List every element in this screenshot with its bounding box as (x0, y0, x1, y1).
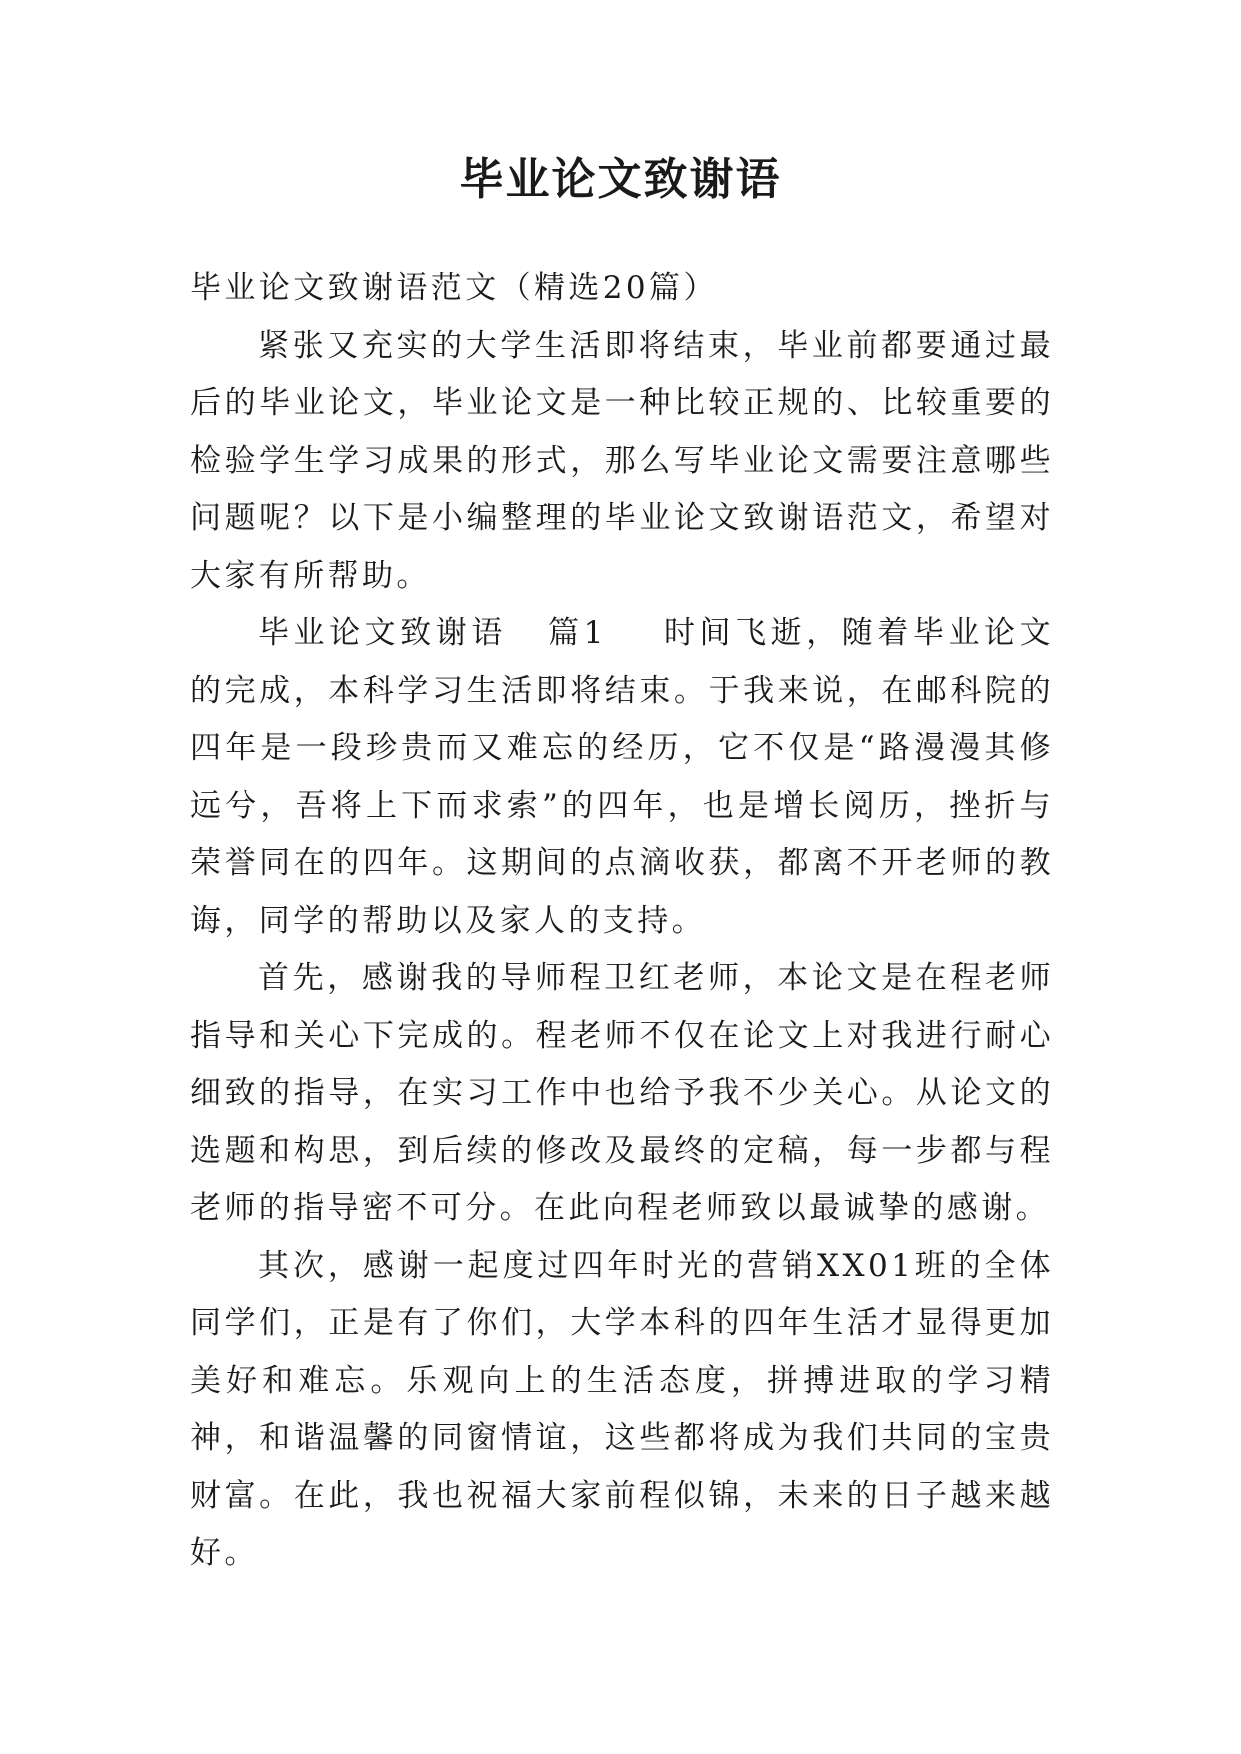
section-1-number: 篇1 (546, 615, 607, 651)
thanks-advisor-paragraph: 首先，感谢我的导师程卫红老师，本论文是在程老师指导和关心下完成的。程老师不仅在论文上对我进行耐心细致的指导，在实习工作中也给予我不少关心。从论文的选题和构思，到后续的修改及最终的定稿，每一步都与程老师的指导密不可分。在此向程老师致以最诚挚的感谢。 (190, 960, 1054, 1226)
section-1-heading: 毕业论文致谢语 (258, 615, 507, 651)
intro-paragraph: 紧张又充实的大学生活即将结束，毕业前都要通过最后的毕业论文，毕业论文是一种比较正规的、比较重要的检验学生学习成果的形式，那么写毕业论文需要注意哪些问题呢？以下是小编整理的毕业论文致谢语范文，希望对大家有所帮助。 (190, 327, 1054, 594)
section-1-text: 时间飞逝，随着毕业论文的完成，本科学习生活即将结束。于我来说，在邮科院的四年是一段珍贵而又难忘的经历，它不仅是“路漫漫其修远兮，吾将上下而求索”的四年，也是增长阅历，挫折与荣誉同在的四年。这期间的点滴收获，都离不开老师的教诲，同学的帮助以及家人的支持。 (190, 615, 1054, 939)
document-body (190, 260, 1054, 1583)
section-1-paragraph (190, 605, 1054, 950)
thanks-classmates-paragraph: 其次，感谢一起度过四年时光的营销XX01班的全体同学们，正是有了你们，大学本科的四年生活才显得更加美好和难忘。乐观向上的生活态度，拼搏进取的学习精神，和谐温馨的同窗情谊，这些都将成为我们共同的宝贵财富。在此，我也祝福大家前程似锦，未来的日子越来越好。 (190, 1247, 1054, 1571)
document-subtitle: 毕业论文致谢语范文（精选20篇） (190, 270, 718, 306)
document-title: 毕业论文致谢语 (459, 154, 782, 205)
